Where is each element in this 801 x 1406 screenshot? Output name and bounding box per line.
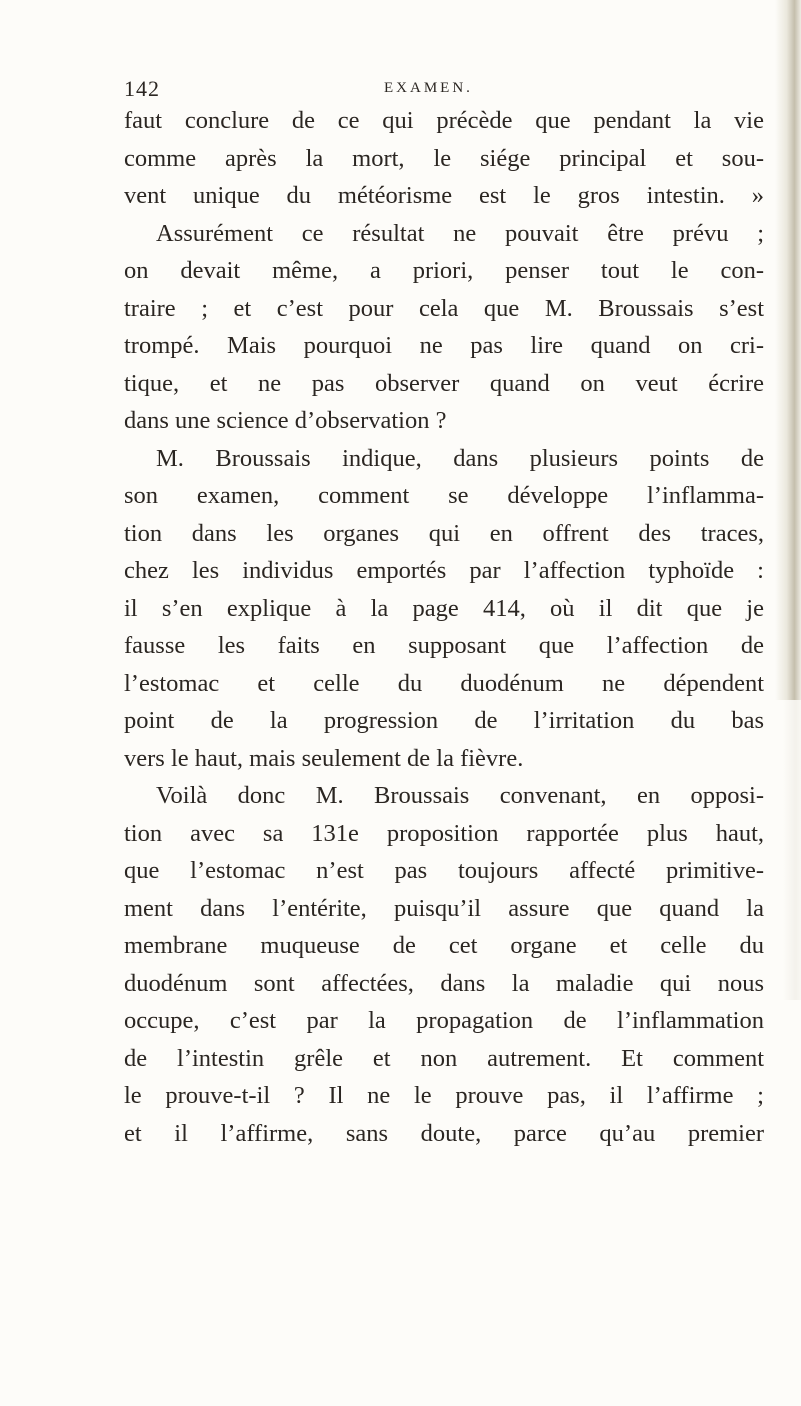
text-line: Voilà donc M. Broussais convenant, en opposi-: [156, 782, 764, 809]
text-line: trompé. Mais pourquoi ne pas lire quand on cri-: [124, 332, 764, 359]
text-line: tion dans les organes qui en offrent des traces,: [124, 519, 764, 547]
text-line: duodénum sont affectées, dans la maladie qui nous: [124, 969, 764, 997]
text-line: fausse les faits en supposant que l’affection de: [124, 632, 764, 659]
text-line: on devait même, a priori, penser tout le con-: [124, 257, 764, 284]
text-line: chez les individus emportés par l’affection typhoïde :: [124, 557, 764, 584]
text-line: ment dans l’entérite, puisqu’il assure que quand la: [124, 894, 764, 922]
text-line: de l’intestin grêle et non autrement. Et comment: [124, 1044, 764, 1072]
text-line: son examen, comment se développe l’inflamma-: [124, 482, 764, 509]
page-edge-shadow: [775, 0, 801, 700]
text-line: il s’en explique à la page 414, où il dit que je: [124, 594, 764, 622]
text-line: dans une science d’observation ?: [124, 407, 447, 434]
page-number: 142: [124, 76, 160, 101]
text-line: tique, et ne pas observer quand on veut écrire: [124, 369, 764, 397]
running-title: EXAMEN.: [384, 80, 473, 96]
text-line: vent unique du météorisme est le gros intestin. »: [124, 182, 764, 209]
text-line: Assurément ce résultat ne pouvait être prévu ;: [156, 219, 764, 247]
page-edge-shadow-lower: [783, 700, 801, 1000]
text-line: traire ; et c’est pour cela que M. Broussais s’est: [124, 294, 764, 322]
text-line: membrane muqueuse de cet organe et celle du: [124, 932, 764, 959]
text-line: point de la progression de l’irritation du bas: [124, 707, 764, 734]
body-text: [124, 102, 764, 1152]
text-line: et il l’affirme, sans doute, parce qu’au premier: [124, 1119, 764, 1147]
text-line: M. Broussais indique, dans plusieurs points de: [156, 444, 764, 472]
text-line: le prouve-t-il ? Il ne le prouve pas, il l’affirme ;: [124, 1082, 764, 1109]
text-line: tion avec sa 131e proposition rapportée plus haut,: [124, 819, 764, 847]
text-line: comme après la mort, le siége principal et sou-: [124, 144, 764, 172]
text-line: que l’estomac n’est pas toujours affecté primitive-: [124, 857, 764, 884]
text-line: occupe, c’est par la propagation de l’inflammation: [124, 1007, 764, 1034]
text-line: faut conclure de ce qui précède que pendant la vie: [124, 107, 764, 134]
text-line: vers le haut, mais seulement de la fièvre.: [124, 744, 524, 772]
text-line: l’estomac et celle du duodénum ne dépendent: [124, 669, 764, 697]
